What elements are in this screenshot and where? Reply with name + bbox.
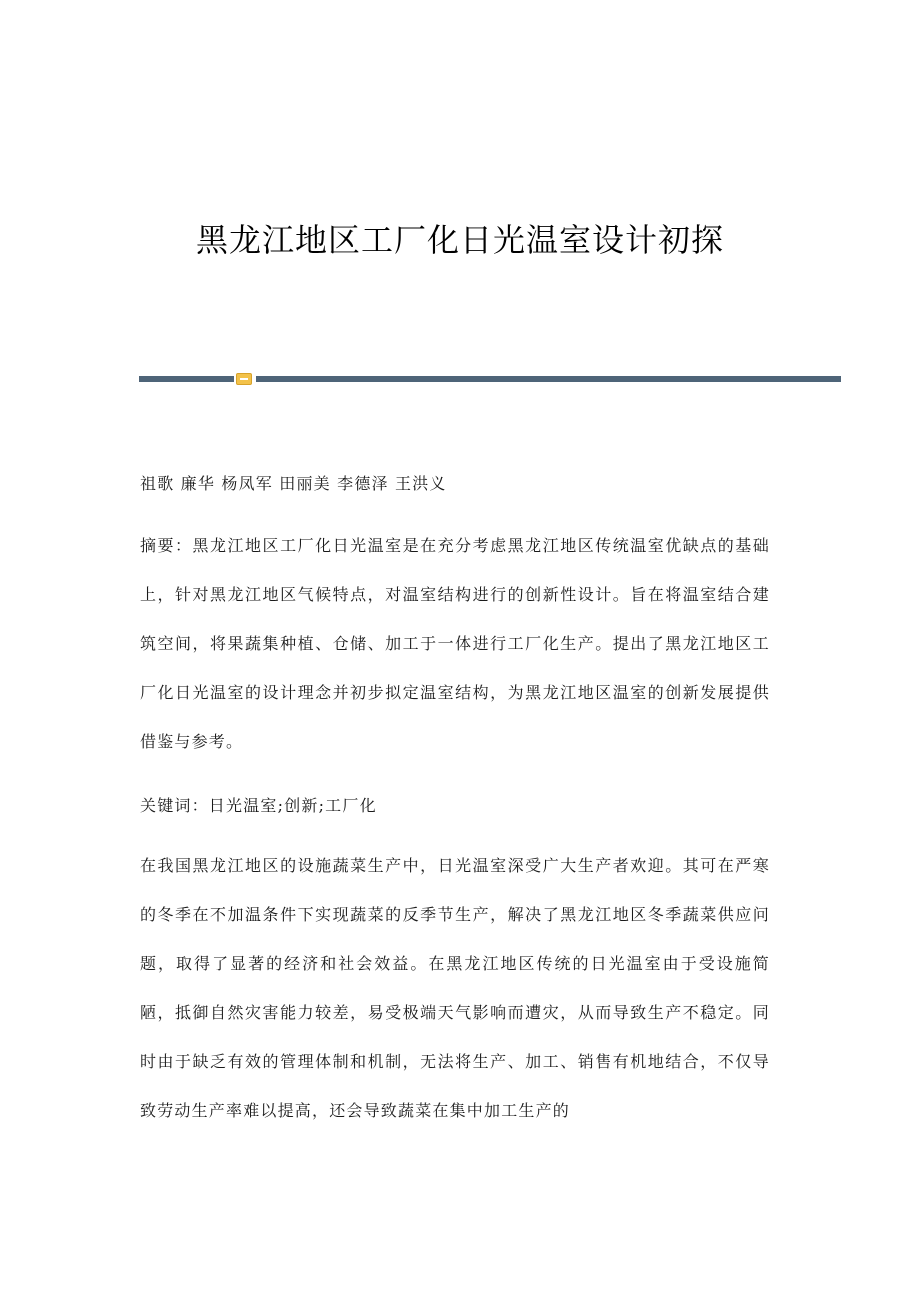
- divider-bar-left: [139, 376, 234, 382]
- divider-bar-right: [256, 376, 841, 382]
- body-paragraph: 在我国黑龙江地区的设施蔬菜生产中，日光温室深受广大生产者欢迎。其可在严寒的冬季在不加温条件下实现蔬菜的反季节生产，解决了黑龙江地区冬季蔬菜供应问题，取得了显著的经济和社会效益。在黑龙江地区传统的日光温室由于受设施简陋，抵御自然灾害能力较差，易受极端天气影响而遭灾，从而导致生产不稳定。同时由于缺乏有效的管理体制和机制，无法将生产、加工、销售有机地结合，不仅导致劳动生产率难以提高，还会导致蔬菜在集中加工生产的: [140, 856, 770, 1120]
- keywords-line: 关键词：日光温室;创新;工厂化: [140, 796, 377, 815]
- document-title: 黑龙江地区工厂化日光温室设计初探: [195, 221, 724, 259]
- document-body: [140, 466, 770, 1152]
- title-divider: [139, 373, 841, 385]
- divider-ornament-icon: [236, 373, 252, 385]
- abstract-paragraph: 摘要：黑龙江地区工厂化日光温室是在充分考虑黑龙江地区传统温室优缺点的基础上，针对黑龙江地区气候特点，对温室结构进行的创新性设计。旨在将温室结合建筑空间，将果蔬集种植、仓储、加工于一体进行工厂化生产。提出了黑龙江地区工厂化日光温室的设计理念并初步拟定温室结构，为黑龙江地区温室的创新发展提供借鉴与参考。: [140, 536, 770, 751]
- author-list: 祖歌 廉华 杨凤军 田丽美 李德泽 王洪义: [140, 474, 447, 493]
